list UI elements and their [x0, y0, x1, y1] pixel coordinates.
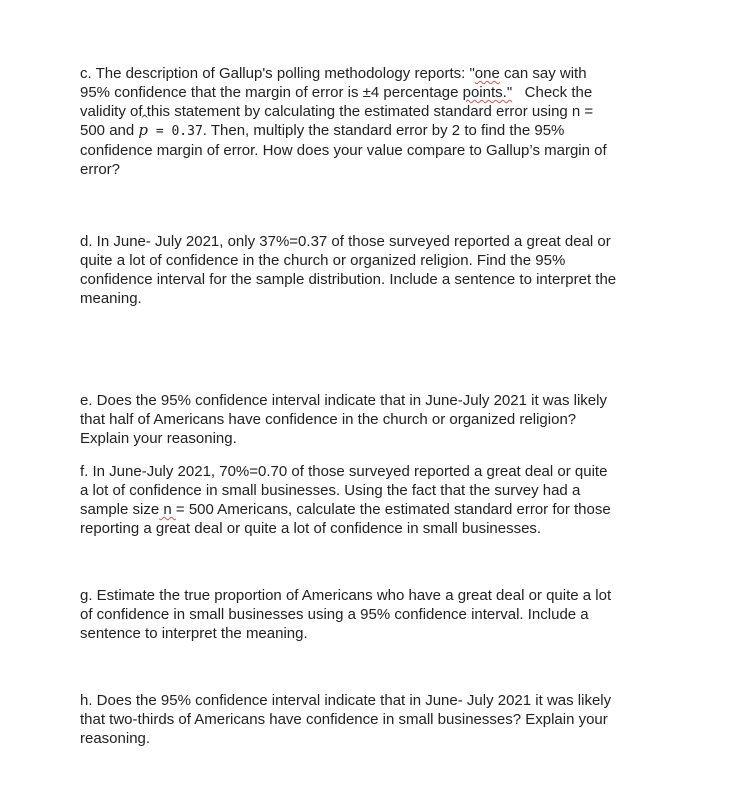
question-f-line-4: reporting a great deal or quite a lot of confidence in small businesses. [80, 520, 542, 537]
text-span: . Then, multiply the standard error by 2 to find the 95% [202, 122, 565, 139]
spellcheck-marked-word[interactable]: n [159, 501, 176, 518]
question-g-line-1: g. Estimate the true proportion of Americans who have a great deal or quite a lot [80, 587, 612, 604]
text-span: sample size [80, 501, 160, 518]
question-d-line-2: quite a lot of confidence in the church or organized religion. Find the 95% [80, 252, 566, 269]
question-e-line-3: Explain your reasoning. [80, 430, 237, 447]
question-g-line-3: sentence to interpret the meaning. [80, 625, 308, 642]
question-h-line-3: reasoning. [80, 730, 151, 747]
question-e-line-1: e. Does the 95% confidence interval indicate that in June-July 2021 it was likely [80, 392, 607, 409]
question-f-line-2: a lot of confidence in small businesses. Using the fact that the survey had a [80, 482, 581, 499]
question-c [80, 64, 680, 179]
question-c-line-2 [80, 83, 680, 102]
question-f-line-1: f. In June-July 2021, 70%=0.70 of those surveyed reported a great deal or quite [80, 463, 608, 480]
question-h-line-2: that two-thirds of Americans have confidence in small businesses? Explain your [80, 711, 608, 728]
text-span: 500 and [80, 122, 139, 139]
question-d-line-4: meaning. [80, 290, 142, 307]
question-g-line-2: of confidence in small businesses using a 95% confidence interval. Include a [80, 606, 589, 623]
question-f [80, 462, 680, 538]
question-c-line-5: confidence margin of error. How does your value compare to Gallup’s margin of [80, 142, 607, 159]
question-c-line-6: error? [80, 161, 121, 178]
question-c-line-4 [80, 121, 680, 141]
question-d [80, 232, 680, 308]
question-c-line-3: validity of this statement by calculating the estimated standard error using n = [80, 103, 594, 120]
question-g [80, 586, 680, 643]
p-hat-symbol: ^ p [138, 121, 148, 140]
spellcheck-marked-word[interactable]: points." [462, 84, 513, 101]
spellcheck-marked-word[interactable]: one [474, 65, 500, 82]
p-hat-value: 0.37 [171, 124, 203, 139]
question-d-line-1: d. In June- July 2021, only 37%=0.37 of those surveyed reported a great deal or [80, 233, 611, 250]
text-span: c. The description of Gallup's polling methodology reports: " [80, 65, 475, 82]
question-f-line-3 [80, 500, 680, 519]
equals-sign: = [148, 124, 172, 139]
text-span: Check the [512, 84, 593, 101]
question-h-line-1: h. Does the 95% confidence interval indicate that in June- July 2021 it was likely [80, 692, 612, 709]
question-e-line-2: that half of Americans have confidence in the church or organized religion? [80, 411, 577, 428]
text-span: = 500 Americans, calculate the estimated standard error for those [175, 501, 611, 518]
question-h [80, 691, 680, 748]
question-c-line-1 [80, 64, 680, 83]
question-e [80, 391, 680, 448]
question-d-line-3: confidence interval for the sample distribution. Include a sentence to interpret the [80, 271, 617, 288]
text-span: 95% confidence that the margin of error is ±4 percentage [80, 84, 463, 101]
text-span: can say with [499, 65, 587, 82]
